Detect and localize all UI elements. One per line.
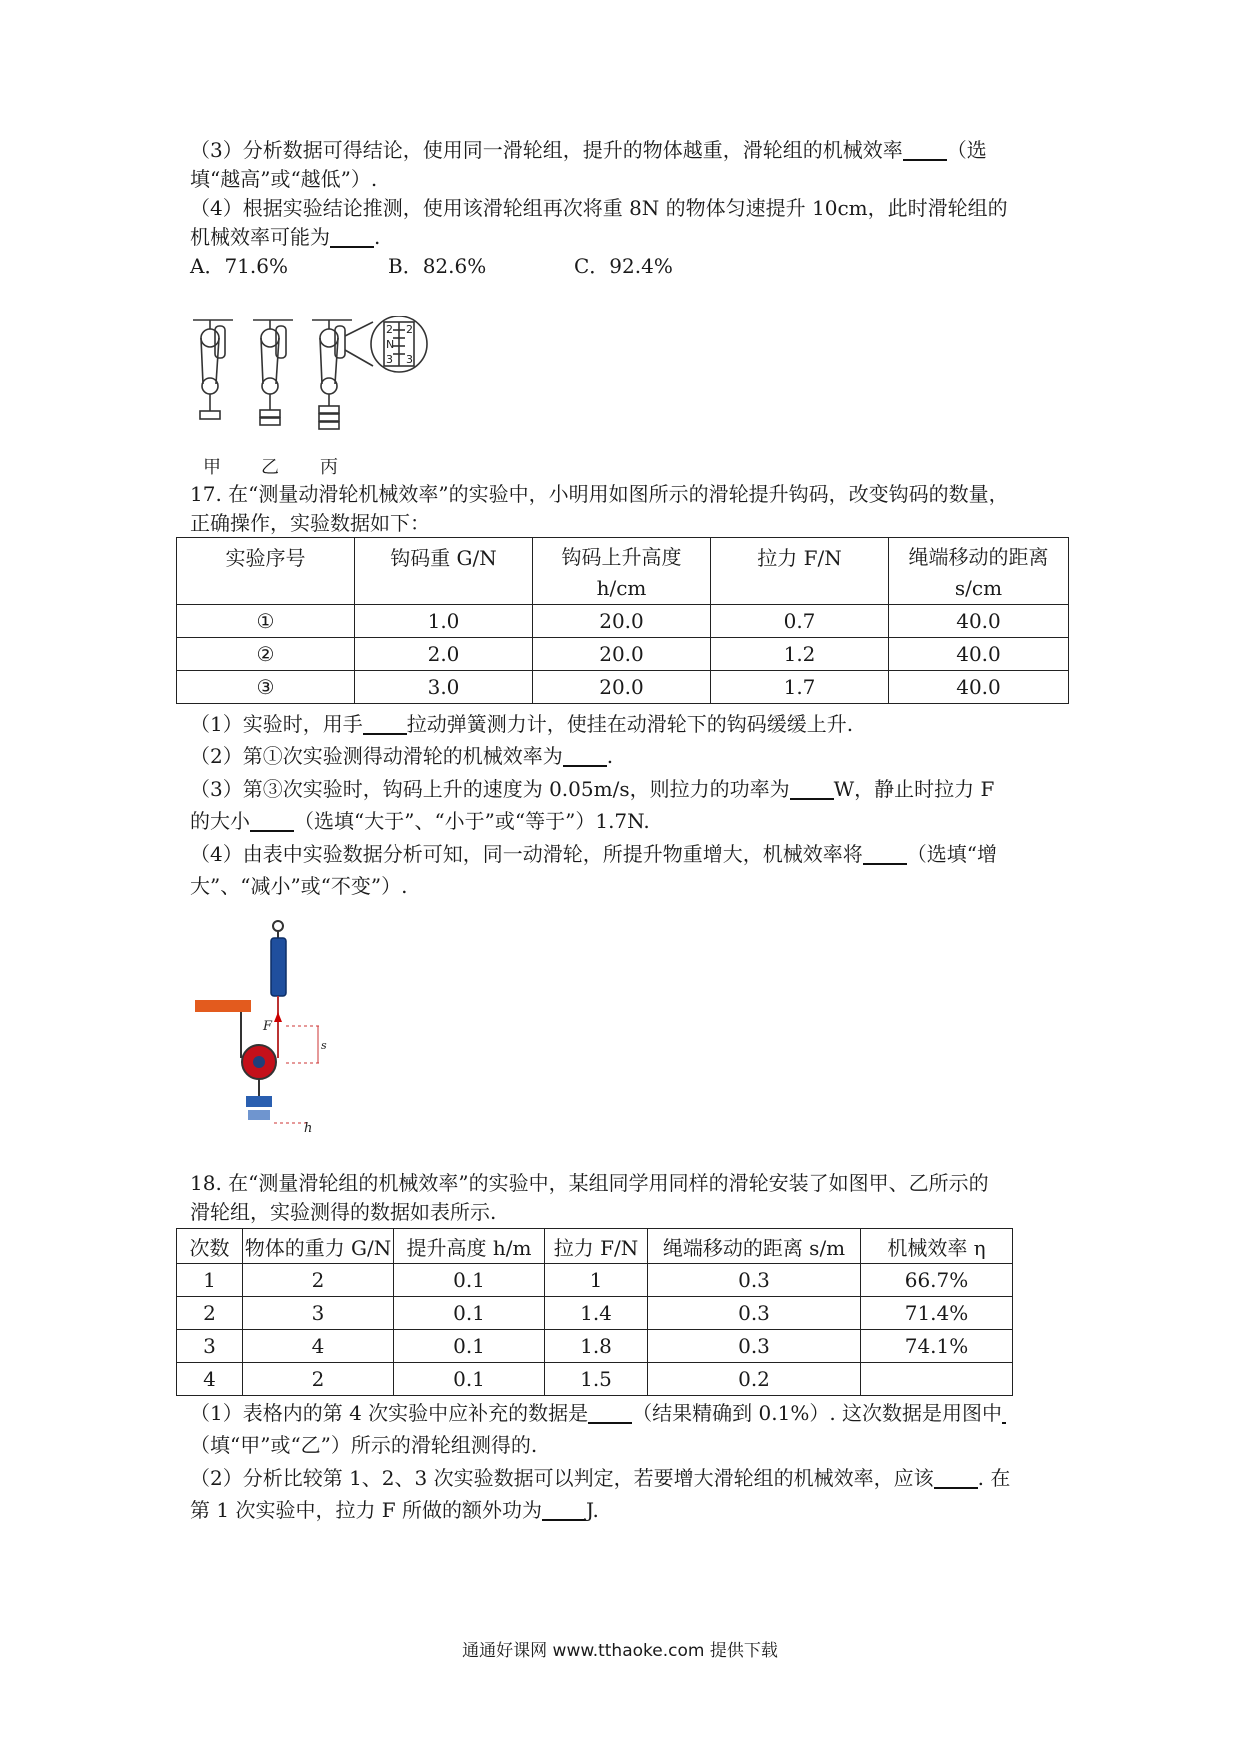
- q16-option-a: A．71.6%: [190, 254, 288, 278]
- table-cell: ①: [177, 605, 355, 638]
- page-footer: 通通好课网 www.tthaoke.com 提供下载: [462, 1641, 778, 1661]
- header-cell: 绳端移动的距离 s/m: [648, 1229, 861, 1264]
- table-cell: 1: [545, 1264, 648, 1297]
- q17-part3-line2: 的大小 （选填“大于”、“小于”或“等于”）1.7N.: [190, 809, 650, 833]
- q16-part4-line1: （4）根据实验结论推测，使用该滑轮组再次将重 8N 的物体匀速提升 10cm，此时滑轮组的: [190, 196, 1008, 220]
- hook-ring: [273, 921, 283, 931]
- table-cell: 0.1: [394, 1297, 545, 1330]
- q17-part2: （2）第①次实验测得动滑轮的机械效率为 .: [190, 744, 614, 768]
- spring-scale: [271, 938, 286, 996]
- header-cell: 拉力 F/N: [545, 1229, 648, 1264]
- table-cell: 66.7%: [861, 1264, 1013, 1297]
- table-cell: 0.1: [394, 1264, 545, 1297]
- answer-blank[interactable]: [363, 711, 407, 735]
- table-header-row: [177, 538, 1069, 605]
- answer-blank[interactable]: [863, 841, 907, 865]
- inset-label: 3: [406, 353, 413, 366]
- table-cell: 71.4%: [861, 1297, 1013, 1330]
- table-cell: 40.0: [889, 605, 1069, 638]
- answer-blank[interactable]: [563, 743, 607, 767]
- force-label: F: [263, 1019, 273, 1034]
- q18-part1-line1: （1）表格内的第 4 次实验中应补充的数据是 （结果精确到 0.1%）. 这次数据是用图中: [190, 1397, 1006, 1429]
- q16-part3-tail: （选: [946, 138, 987, 162]
- answer-blank[interactable]: [790, 776, 834, 800]
- q16-part4-text: 机械效率可能为: [190, 225, 330, 249]
- header-cell: 机械效率 η: [861, 1229, 1013, 1264]
- q17-part4-line1: （4）由表中实验数据分析可知，同一动滑轮，所提升物重增大，机械效率将 （选填“增: [190, 842, 997, 866]
- inset-label: 2: [386, 323, 393, 336]
- fig-label-yi: 乙: [261, 457, 279, 478]
- distance-label: s: [321, 1039, 327, 1052]
- q16-pulley-figure: [188, 316, 438, 471]
- answer-blank[interactable]: [250, 808, 294, 832]
- answer-blank[interactable]: [588, 1400, 632, 1424]
- table-cell: 40.0: [889, 638, 1069, 671]
- table-cell[interactable]: [861, 1363, 1013, 1396]
- header-cell: 物体的重力 G/N: [243, 1229, 394, 1264]
- answer-blank[interactable]: [1002, 1400, 1006, 1424]
- q16-part4-line2: [190, 221, 380, 253]
- answer-blank[interactable]: [542, 1497, 586, 1521]
- table-cell: 20.0: [533, 671, 711, 704]
- table-header-row: [177, 1229, 1013, 1264]
- q17-part3-line1: （3）第③次实验时，钩码上升的速度为 0.05m/s，则拉力的功率为 W，静止时拉力 F: [190, 777, 995, 801]
- hook-weights: [246, 1096, 272, 1107]
- q18-part1-line2: （填“甲”或“乙”）所示的滑轮组测得的.: [190, 1433, 538, 1457]
- table-cell: 3: [243, 1297, 394, 1330]
- header-cell: 次数: [177, 1229, 243, 1264]
- table-row: [177, 671, 1069, 704]
- table-row: [177, 1264, 1013, 1297]
- table-row: [177, 1297, 1013, 1330]
- q18-data-table: [176, 1228, 1013, 1396]
- table-cell: 0.3: [648, 1330, 861, 1363]
- table-cell: 1.7: [711, 671, 889, 704]
- table-cell: 20.0: [533, 638, 711, 671]
- header-cell: 钩码重 G/N: [355, 538, 533, 605]
- table-row: [177, 1330, 1013, 1363]
- q18-part2-line2: 第 1 次实验中，拉力 F 所做的额外功为 J.: [190, 1498, 599, 1522]
- table-cell: 3: [177, 1330, 243, 1363]
- inset-label: 2: [406, 323, 413, 336]
- table-cell: 1.8: [545, 1330, 648, 1363]
- table-cell: 2: [177, 1297, 243, 1330]
- answer-blank[interactable]: [903, 137, 947, 161]
- table-cell: 4: [243, 1330, 394, 1363]
- inset-label: 3: [386, 353, 393, 366]
- q17-pulley-figure: [190, 918, 350, 1138]
- table-cell: 1.0: [355, 605, 533, 638]
- table-cell: 0.3: [648, 1297, 861, 1330]
- table-cell: 1.5: [545, 1363, 648, 1396]
- header-cell: 提升高度 h/m: [394, 1229, 545, 1264]
- q18-part2-line1: （2）分析比较第 1、2、3 次实验数据可以判定，若要增大滑轮组的机械效率，应该 . 在: [190, 1466, 1011, 1490]
- q17-part4-line2: 大”、“减小”或“不变”）.: [190, 874, 408, 898]
- table-cell: 3.0: [355, 671, 533, 704]
- table-row: [177, 605, 1069, 638]
- table-cell: 1.2: [711, 638, 889, 671]
- q18-stem-line1: 18. 在“测量滑轮组的机械效率”的实验中，某组同学用同样的滑轮安装了如图甲、乙所示的: [190, 1171, 989, 1195]
- answer-blank[interactable]: [330, 224, 374, 248]
- table-cell: 20.0: [533, 605, 711, 638]
- table-cell: 0.1: [394, 1330, 545, 1363]
- header-cell: 钩码上升高度 h/cm: [533, 538, 711, 605]
- q17-stem-line2: 正确操作，实验数据如下：: [190, 511, 430, 535]
- table-cell: 74.1%: [861, 1330, 1013, 1363]
- q16-part3-line2: 填“越高”或“越低”）.: [190, 167, 378, 191]
- q16-option-b: B．82.6%: [388, 254, 487, 278]
- table-cell: 2.0: [355, 638, 533, 671]
- table-row: [177, 1363, 1013, 1396]
- q16-part3-text: （3）分析数据可得结论，使用同一滑轮组，提升的物体越重，滑轮组的机械效率: [190, 138, 903, 162]
- table-cell: 1: [177, 1264, 243, 1297]
- fig-label-bing: 丙: [320, 457, 338, 478]
- table-cell: ③: [177, 671, 355, 704]
- q16-part4-tail: .: [374, 225, 381, 249]
- header-cell: 绳端移动的距离 s/cm: [889, 538, 1069, 605]
- header-cell: 拉力 F/N: [711, 538, 889, 605]
- q18-stem-line2: 滑轮组，实验测得的数据如表所示.: [190, 1200, 497, 1224]
- table-cell: 4: [177, 1363, 243, 1396]
- table-cell: 0.2: [648, 1363, 861, 1396]
- table-cell: 0.1: [394, 1363, 545, 1396]
- table-cell: 2: [243, 1264, 394, 1297]
- table-row: [177, 638, 1069, 671]
- header-cell: 实验序号: [177, 538, 355, 605]
- table-cell: 1.4: [545, 1297, 648, 1330]
- q17-stem-line1: 17. 在“测量动滑轮机械效率”的实验中，小明用如图所示的滑轮提升钩码，改变钩码的数量，: [190, 482, 1009, 506]
- table-cell: 0.3: [648, 1264, 861, 1297]
- q16-part3-line1: [190, 134, 987, 166]
- table-cell: 2: [243, 1363, 394, 1396]
- fixed-support: [195, 1000, 251, 1012]
- height-label: h: [304, 1121, 313, 1136]
- answer-blank[interactable]: [934, 1465, 978, 1489]
- inset-label: N: [386, 338, 395, 351]
- table-cell: 0.7: [711, 605, 889, 638]
- q17-part1: （1）实验时，用手 拉动弹簧测力计，使挂在动滑轮下的钩码缓缓上升.: [190, 712, 854, 736]
- table-cell: ②: [177, 638, 355, 671]
- q16-option-c: C．92.4%: [574, 254, 673, 278]
- fig-label-jia: 甲: [203, 457, 221, 478]
- table-cell: 40.0: [889, 671, 1069, 704]
- q17-data-table: [176, 537, 1069, 704]
